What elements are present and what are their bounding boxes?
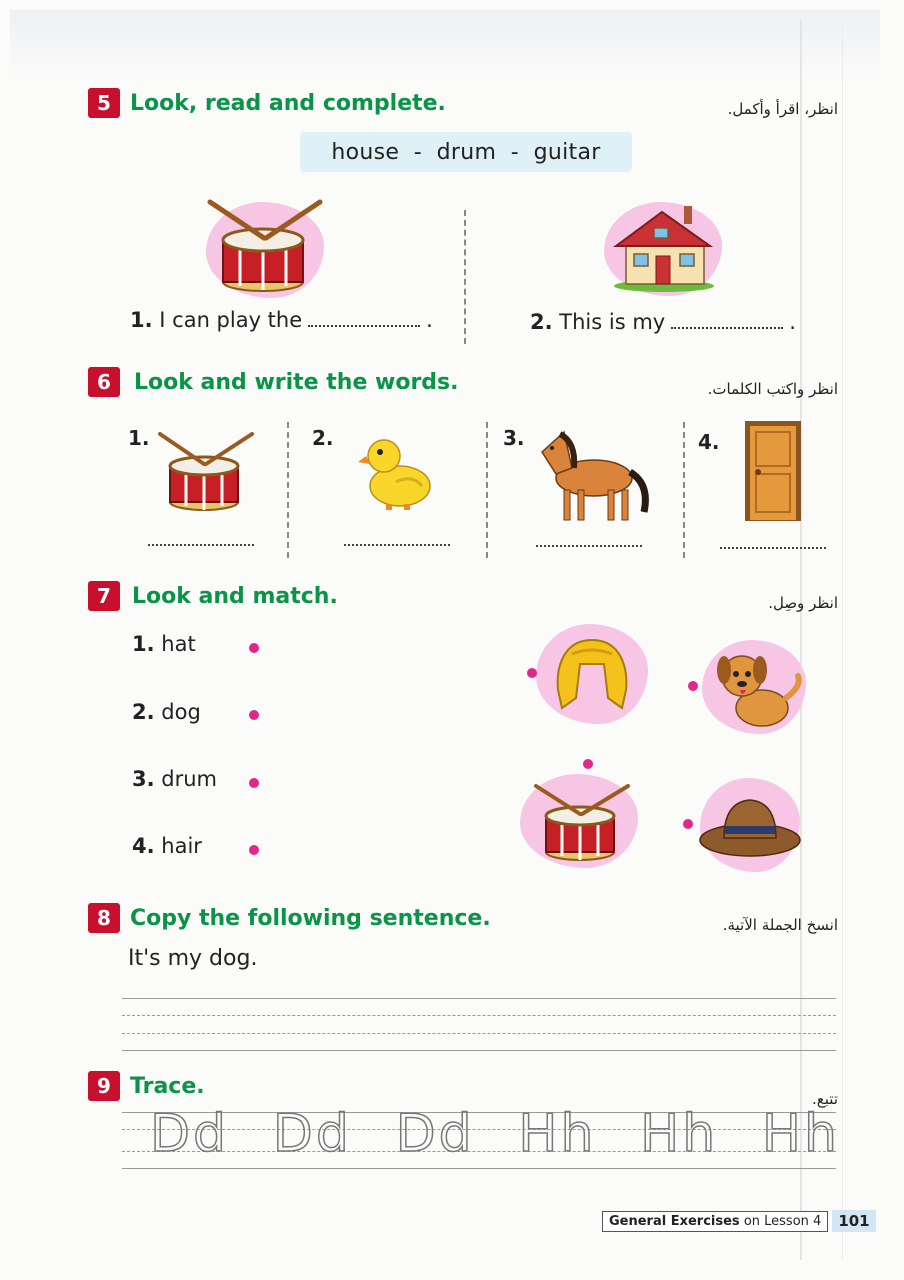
ex7-word-1 [132,632,196,656]
ex5-item-2-num: 2. [530,310,553,334]
ex7-pic-dot-dog[interactable] [688,681,698,691]
ex5-number-badge: 5 [88,88,120,118]
ex6-answer-line-4[interactable] [720,547,826,549]
ex9-trace-letters[interactable] [150,1104,840,1164]
ex5-item-1-num: 1. [130,308,153,332]
footer-label-rest: on Lesson 4 [739,1213,822,1229]
ex8-line-dash-2 [122,1033,836,1034]
ex6-arabic-instruction: انظر واكتب الكلمات. [707,380,838,398]
door-icon [744,420,802,522]
ex7-header [88,581,338,611]
ex5-item-2-end: . [789,310,796,334]
ex9-header [88,1071,205,1101]
ex8-line-top [122,998,836,999]
ex6-item-1-num: 1. [128,426,150,450]
dog-icon [698,636,810,736]
ex8-sentence: It's my dog. [128,946,258,971]
ex7-arabic-instruction: انظر وصِل. [768,594,838,612]
trace-letter-2[interactable]: Dd [272,1104,352,1164]
ex7-word-2-text: dog [161,700,201,724]
ex8-line-dash-1 [122,1015,836,1016]
ex7-word-4-num: 4. [132,834,155,858]
drum-icon [200,196,330,300]
hair-icon [536,624,648,724]
ex9-number-badge: 9 [88,1071,120,1101]
ex7-word-3 [132,767,217,791]
page-footer [602,1210,876,1232]
ex8-line-base[interactable] [122,1050,836,1051]
ex9-line-base [122,1168,836,1169]
ex7-word-2-num: 2. [132,700,155,724]
ex6-divider-3 [683,422,685,558]
ex6-number-badge: 6 [88,367,120,397]
page-top-shade [10,10,880,80]
ex5-item-1-blank[interactable] [308,325,420,327]
ex7-pic-dot-drum[interactable] [583,759,593,769]
trace-letter-1[interactable]: Dd [150,1104,230,1164]
ex6-item-4-num: 4. [698,430,720,454]
ex7-pic-dot-hair[interactable] [527,668,537,678]
ex8-title: Copy the following sentence. [130,905,491,931]
ex5-divider [464,210,466,344]
horse-icon [530,428,652,524]
ex6-answer-line-3[interactable] [536,545,642,547]
ex6-divider-1 [287,422,289,558]
ex5-header [88,88,446,118]
ex7-word-2 [132,700,201,724]
ex7-pic-dot-hat[interactable] [683,819,693,829]
ex7-word-1-num: 1. [132,632,155,656]
ex5-arabic-instruction: انظر، اقرأ وأكمل. [727,100,838,118]
ex7-word-1-text: hat [161,632,196,656]
page-edge [842,20,843,1260]
ex5-item-1 [130,308,433,332]
hat-icon [694,778,806,872]
ex8-header [88,903,491,933]
house-icon [604,200,722,296]
drum-icon [518,770,642,870]
ex9-arabic-instruction: تتبع. [812,1090,838,1108]
ex8-arabic-instruction: انسخ الجملة الآتية. [722,916,838,934]
page-number: 101 [832,1210,875,1232]
ex5-item-2-blank[interactable] [671,327,783,329]
ex7-word-4-text: hair [161,834,202,858]
drum-icon [156,428,256,514]
ex8-number-badge: 8 [88,903,120,933]
ex5-item-2 [530,310,796,334]
footer-lesson-label [602,1211,828,1232]
ex7-word-3-num: 3. [132,767,155,791]
ex7-word-dot-4[interactable] [249,845,259,855]
ex7-word-3-text: drum [161,767,218,791]
ex5-item-1-end: . [426,308,433,332]
trace-letter-6[interactable]: Hh [761,1104,840,1164]
ex7-word-dot-2[interactable] [249,710,259,720]
ex5-title: Look, read and complete. [130,90,446,116]
ex7-word-dot-3[interactable] [249,778,259,788]
trace-letter-3[interactable]: Dd [395,1104,475,1164]
ex5-word-bank: house - drum - guitar [300,132,632,172]
ex5-item-2-text: This is my [559,310,666,334]
ex7-word-dot-1[interactable] [249,643,259,653]
ex7-word-4 [132,834,202,858]
ex6-item-3-num: 3. [503,426,525,450]
ex9-title: Trace. [130,1073,205,1099]
ex5-item-1-text: I can play the [159,308,303,332]
ex6-answer-line-1[interactable] [148,544,254,546]
ex7-number-badge: 7 [88,581,120,611]
trace-letter-4[interactable]: Hh [518,1104,597,1164]
ex6-answer-line-2[interactable] [344,544,450,546]
ex6-divider-2 [486,422,488,558]
footer-label-bold: General Exercises [609,1213,740,1229]
ex6-title: Look and write the words. [134,369,459,395]
duck-icon [356,430,436,516]
ex6-item-2-num: 2. [312,426,334,450]
ex6-header [88,367,459,397]
trace-letter-5[interactable]: Hh [640,1104,719,1164]
ex7-title: Look and match. [132,583,338,609]
